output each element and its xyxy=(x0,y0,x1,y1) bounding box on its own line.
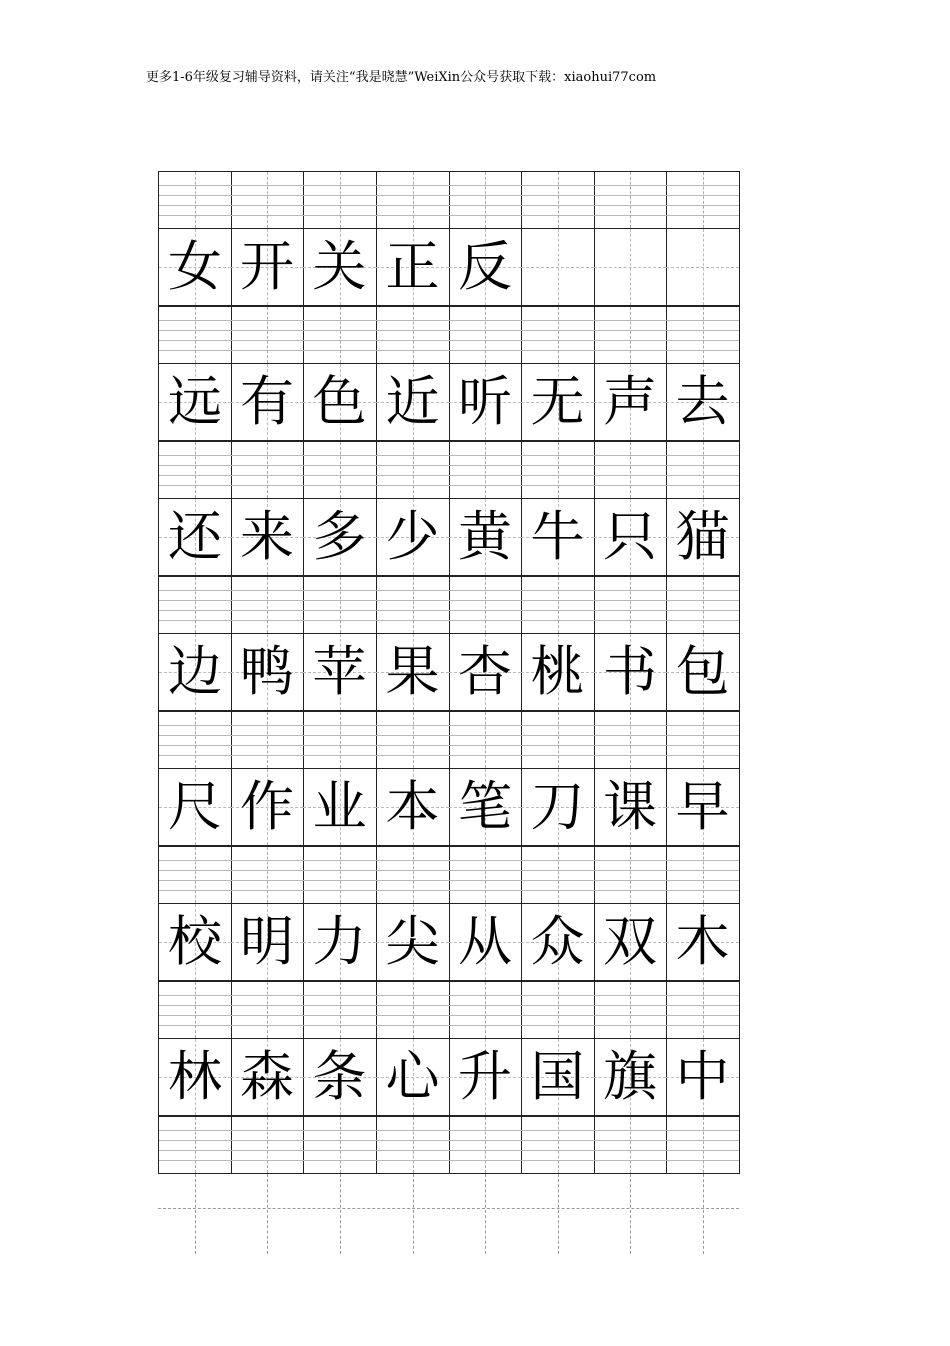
pinyin-row xyxy=(158,846,739,904)
pinyin-center-guide xyxy=(630,577,631,633)
character-cell xyxy=(158,229,232,306)
pinyin-cell xyxy=(303,576,377,634)
character-cell xyxy=(376,229,450,306)
pinyin-cell xyxy=(521,711,595,769)
hanzi-character: 有 xyxy=(240,370,294,433)
pinyin-cell xyxy=(303,441,377,499)
hanzi-character: 木 xyxy=(675,910,730,973)
pinyin-center-guide xyxy=(485,712,486,768)
pinyin-cell xyxy=(449,1116,522,1174)
character-cell xyxy=(376,634,450,711)
character-cell xyxy=(449,229,522,306)
hanzi-character: 升 xyxy=(458,1045,512,1108)
pinyin-center-guide xyxy=(267,1117,268,1173)
pinyin-center-guide xyxy=(703,577,704,633)
character-cell xyxy=(376,1039,450,1116)
pinyin-cell xyxy=(376,171,450,229)
character-cell xyxy=(158,769,232,846)
character-cell xyxy=(666,1039,740,1116)
character-cell xyxy=(666,229,740,306)
pinyin-cell xyxy=(231,171,304,229)
pinyin-center-guide xyxy=(558,442,559,498)
pinyin-cell xyxy=(521,1116,595,1174)
pinyin-center-guide xyxy=(340,1117,341,1173)
pinyin-cell xyxy=(666,171,740,229)
pinyin-row xyxy=(158,441,739,499)
pinyin-center-guide xyxy=(558,712,559,768)
hanzi-character: 反 xyxy=(458,235,512,298)
pinyin-cell xyxy=(158,306,232,364)
pinyin-row xyxy=(158,306,739,364)
pinyin-center-guide xyxy=(413,172,414,228)
pinyin-cell xyxy=(449,711,522,769)
pinyin-center-guide xyxy=(703,172,704,228)
pinyin-center-guide xyxy=(630,172,631,228)
pinyin-cell xyxy=(521,846,595,904)
character-cell xyxy=(303,769,377,846)
character-cell xyxy=(666,364,740,441)
dashed-vertical-guide xyxy=(703,1174,704,1254)
hanzi-character: 边 xyxy=(168,640,222,703)
character-cell xyxy=(303,499,377,576)
pinyin-cell xyxy=(158,171,232,229)
hanzi-character: 听 xyxy=(458,370,512,433)
hanzi-character xyxy=(666,229,739,305)
pinyin-center-guide xyxy=(703,982,704,1038)
hanzi-character: 课 xyxy=(603,775,657,838)
hanzi-character: 力 xyxy=(312,910,367,973)
pinyin-center-guide xyxy=(267,577,268,633)
pinyin-center-guide xyxy=(703,307,704,363)
hanzi-character: 条 xyxy=(312,1045,367,1108)
pinyin-center-guide xyxy=(195,442,196,498)
dashed-guide-stub xyxy=(158,1174,739,1254)
hanzi-character: 关 xyxy=(312,235,367,298)
character-cell xyxy=(231,769,304,846)
hanzi-character: 多 xyxy=(312,505,367,568)
hanzi-character: 只 xyxy=(603,505,657,568)
pinyin-center-guide xyxy=(558,172,559,228)
dashed-vertical-guide xyxy=(340,1174,341,1254)
character-cell xyxy=(303,1039,377,1116)
pinyin-center-guide xyxy=(195,307,196,363)
pinyin-cell xyxy=(303,981,377,1039)
character-row xyxy=(158,904,739,981)
pinyin-center-guide xyxy=(413,307,414,363)
pinyin-center-guide xyxy=(558,577,559,633)
pinyin-cell xyxy=(376,981,450,1039)
pinyin-center-guide xyxy=(267,982,268,1038)
pinyin-cell xyxy=(231,576,304,634)
pinyin-cell xyxy=(666,576,740,634)
pinyin-center-guide xyxy=(340,307,341,363)
pinyin-row xyxy=(158,576,739,634)
pinyin-center-guide xyxy=(267,172,268,228)
dashed-vertical-guide xyxy=(558,1174,559,1254)
pinyin-center-guide xyxy=(485,847,486,903)
character-cell xyxy=(303,364,377,441)
pinyin-cell xyxy=(158,441,232,499)
pinyin-cell xyxy=(158,711,232,769)
pinyin-center-guide xyxy=(413,847,414,903)
pinyin-center-guide xyxy=(195,847,196,903)
pinyin-cell xyxy=(449,981,522,1039)
pinyin-center-guide xyxy=(703,712,704,768)
character-cell xyxy=(376,499,450,576)
pinyin-cell xyxy=(594,1116,667,1174)
hanzi-character: 女 xyxy=(168,235,222,298)
pinyin-center-guide xyxy=(558,847,559,903)
hanzi-character: 尖 xyxy=(385,910,440,973)
hanzi-character: 色 xyxy=(312,370,367,433)
hanzi-character: 猫 xyxy=(675,505,730,568)
pinyin-cell xyxy=(376,846,450,904)
pinyin-cell xyxy=(376,441,450,499)
dashed-vertical-guide xyxy=(630,1174,631,1254)
hanzi-character: 尺 xyxy=(168,775,222,838)
hanzi-character: 众 xyxy=(530,910,585,973)
pinyin-cell xyxy=(376,306,450,364)
pinyin-cell xyxy=(594,171,667,229)
pinyin-row xyxy=(158,1116,739,1174)
character-cell xyxy=(521,769,595,846)
hanzi-character: 无 xyxy=(530,370,585,433)
character-cell xyxy=(231,634,304,711)
hanzi-character: 国 xyxy=(530,1045,585,1108)
dashed-vertical-guide xyxy=(485,1174,486,1254)
writing-grid xyxy=(158,171,739,1254)
pinyin-cell xyxy=(231,441,304,499)
hanzi-character: 旗 xyxy=(603,1045,657,1108)
pinyin-cell xyxy=(376,576,450,634)
character-cell xyxy=(521,634,595,711)
pinyin-center-guide xyxy=(195,982,196,1038)
pinyin-center-guide xyxy=(267,442,268,498)
pinyin-cell xyxy=(594,981,667,1039)
hanzi-character xyxy=(521,229,594,305)
pinyin-center-guide xyxy=(413,442,414,498)
hanzi-character: 果 xyxy=(385,640,440,703)
pinyin-center-guide xyxy=(340,442,341,498)
character-cell xyxy=(231,229,304,306)
pinyin-cell xyxy=(158,981,232,1039)
pinyin-cell xyxy=(594,576,667,634)
pinyin-cell xyxy=(666,306,740,364)
pinyin-cell xyxy=(594,711,667,769)
hanzi-character: 中 xyxy=(675,1045,730,1108)
pinyin-center-guide xyxy=(195,712,196,768)
character-cell xyxy=(231,499,304,576)
hanzi-character: 作 xyxy=(240,775,294,838)
pinyin-cell xyxy=(158,576,232,634)
pinyin-center-guide xyxy=(630,982,631,1038)
pinyin-center-guide xyxy=(703,442,704,498)
pinyin-cell xyxy=(449,306,522,364)
pinyin-center-guide xyxy=(630,307,631,363)
pinyin-center-guide xyxy=(630,442,631,498)
pinyin-cell xyxy=(231,846,304,904)
character-cell xyxy=(594,1039,667,1116)
hanzi-character: 还 xyxy=(168,505,222,568)
character-cell xyxy=(666,769,740,846)
hanzi-character: 正 xyxy=(385,235,440,298)
pinyin-cell xyxy=(231,1116,304,1174)
pinyin-cell xyxy=(449,171,522,229)
character-row xyxy=(158,229,739,306)
pinyin-cell xyxy=(521,171,595,229)
hanzi-character: 桃 xyxy=(530,640,585,703)
pinyin-center-guide xyxy=(703,847,704,903)
hanzi-character: 包 xyxy=(675,640,730,703)
pinyin-center-guide xyxy=(413,712,414,768)
pinyin-cell xyxy=(449,441,522,499)
character-row xyxy=(158,499,739,576)
character-cell xyxy=(521,364,595,441)
hanzi-character: 黄 xyxy=(458,505,512,568)
character-row xyxy=(158,1039,739,1116)
pinyin-cell xyxy=(303,711,377,769)
character-cell xyxy=(303,229,377,306)
pinyin-center-guide xyxy=(558,1117,559,1173)
pinyin-center-guide xyxy=(485,577,486,633)
pinyin-cell xyxy=(303,1116,377,1174)
hanzi-character: 笔 xyxy=(458,775,512,838)
pinyin-center-guide xyxy=(413,577,414,633)
pinyin-cell xyxy=(231,711,304,769)
pinyin-center-guide xyxy=(195,172,196,228)
character-cell xyxy=(231,364,304,441)
pinyin-center-guide xyxy=(267,307,268,363)
pinyin-cell xyxy=(303,306,377,364)
hanzi-character: 校 xyxy=(168,910,222,973)
hanzi-character: 明 xyxy=(240,910,294,973)
pinyin-cell xyxy=(231,981,304,1039)
pinyin-center-guide xyxy=(485,1117,486,1173)
pinyin-center-guide xyxy=(558,307,559,363)
pinyin-center-guide xyxy=(485,982,486,1038)
pinyin-center-guide xyxy=(413,1117,414,1173)
pinyin-center-guide xyxy=(630,847,631,903)
pinyin-center-guide xyxy=(267,847,268,903)
page-header-text: 更多1-6年级复习辅导资料，请关注“我是晓慧”WeiXin公众号获取下载：xiaohui77com xyxy=(146,70,657,85)
dashed-horizontal-guide xyxy=(158,1208,739,1209)
hanzi-character: 声 xyxy=(603,370,657,433)
hanzi-character: 远 xyxy=(168,370,222,433)
pinyin-cell xyxy=(666,1116,740,1174)
pinyin-cell xyxy=(666,441,740,499)
hanzi-character: 牛 xyxy=(530,505,585,568)
pinyin-center-guide xyxy=(485,307,486,363)
pinyin-cell xyxy=(666,846,740,904)
hanzi-character: 心 xyxy=(385,1045,440,1108)
dashed-vertical-guide xyxy=(195,1174,196,1254)
hanzi-character: 森 xyxy=(240,1045,294,1108)
hanzi-character: 杏 xyxy=(458,640,512,703)
pinyin-cell xyxy=(594,306,667,364)
character-cell xyxy=(594,634,667,711)
pinyin-center-guide xyxy=(340,982,341,1038)
pinyin-cell xyxy=(594,846,667,904)
pinyin-center-guide xyxy=(630,712,631,768)
character-cell xyxy=(666,904,740,981)
character-cell xyxy=(231,904,304,981)
pinyin-cell xyxy=(594,441,667,499)
pinyin-center-guide xyxy=(340,847,341,903)
character-cell xyxy=(158,904,232,981)
character-cell xyxy=(449,904,522,981)
pinyin-center-guide xyxy=(340,712,341,768)
character-cell xyxy=(594,904,667,981)
character-cell xyxy=(521,499,595,576)
pinyin-cell xyxy=(521,576,595,634)
pinyin-cell xyxy=(376,711,450,769)
hanzi-character: 苹 xyxy=(312,640,367,703)
pinyin-center-guide xyxy=(485,172,486,228)
hanzi-character: 双 xyxy=(603,910,657,973)
character-row xyxy=(158,769,739,846)
pinyin-cell xyxy=(449,846,522,904)
character-cell xyxy=(231,1039,304,1116)
character-cell xyxy=(158,364,232,441)
character-cell xyxy=(449,769,522,846)
character-cell xyxy=(594,229,667,306)
character-cell xyxy=(449,634,522,711)
character-cell xyxy=(376,904,450,981)
pinyin-row xyxy=(158,981,739,1039)
hanzi-character: 来 xyxy=(240,505,294,568)
character-cell xyxy=(449,499,522,576)
pinyin-cell xyxy=(158,1116,232,1174)
pinyin-center-guide xyxy=(340,577,341,633)
dashed-vertical-guide xyxy=(267,1174,268,1254)
character-cell xyxy=(666,499,740,576)
hanzi-character: 书 xyxy=(603,640,657,703)
hanzi-character: 业 xyxy=(312,775,367,838)
hanzi-character: 开 xyxy=(240,235,294,298)
character-cell xyxy=(158,634,232,711)
pinyin-center-guide xyxy=(195,577,196,633)
character-cell xyxy=(594,769,667,846)
character-cell xyxy=(158,499,232,576)
hanzi-character: 从 xyxy=(458,910,512,973)
pinyin-cell xyxy=(376,1116,450,1174)
character-cell xyxy=(376,769,450,846)
character-cell xyxy=(449,364,522,441)
pinyin-row xyxy=(158,711,739,769)
pinyin-center-guide xyxy=(195,1117,196,1173)
character-row xyxy=(158,364,739,441)
pinyin-center-guide xyxy=(340,172,341,228)
character-cell xyxy=(521,1039,595,1116)
pinyin-center-guide xyxy=(558,982,559,1038)
hanzi-character: 刀 xyxy=(530,775,585,838)
pinyin-cell xyxy=(521,441,595,499)
pinyin-center-guide xyxy=(267,712,268,768)
pinyin-center-guide xyxy=(413,982,414,1038)
pinyin-center-guide xyxy=(703,1117,704,1173)
character-cell xyxy=(521,904,595,981)
hanzi-character: 早 xyxy=(675,775,730,838)
character-cell xyxy=(303,634,377,711)
pinyin-cell xyxy=(521,981,595,1039)
character-cell xyxy=(376,364,450,441)
character-row xyxy=(158,634,739,711)
hanzi-character: 少 xyxy=(385,505,440,568)
hanzi-character: 去 xyxy=(675,370,730,433)
pinyin-cell xyxy=(303,846,377,904)
hanzi-character: 本 xyxy=(385,775,440,838)
character-cell xyxy=(521,229,595,306)
pinyin-cell xyxy=(666,711,740,769)
hanzi-character: 近 xyxy=(385,370,440,433)
hanzi-character: 林 xyxy=(168,1045,222,1108)
character-cell xyxy=(303,904,377,981)
character-cell xyxy=(594,364,667,441)
pinyin-cell xyxy=(449,576,522,634)
dashed-vertical-guide xyxy=(413,1174,414,1254)
pinyin-center-guide xyxy=(630,1117,631,1173)
pinyin-cell xyxy=(158,846,232,904)
pinyin-row xyxy=(158,171,739,229)
character-cell xyxy=(666,634,740,711)
pinyin-cell xyxy=(303,171,377,229)
pinyin-cell xyxy=(666,981,740,1039)
hanzi-character: 鸭 xyxy=(240,640,294,703)
pinyin-center-guide xyxy=(485,442,486,498)
character-cell xyxy=(449,1039,522,1116)
character-cell xyxy=(594,499,667,576)
hanzi-character xyxy=(594,229,666,305)
pinyin-cell xyxy=(231,306,304,364)
pinyin-cell xyxy=(521,306,595,364)
character-cell xyxy=(158,1039,232,1116)
